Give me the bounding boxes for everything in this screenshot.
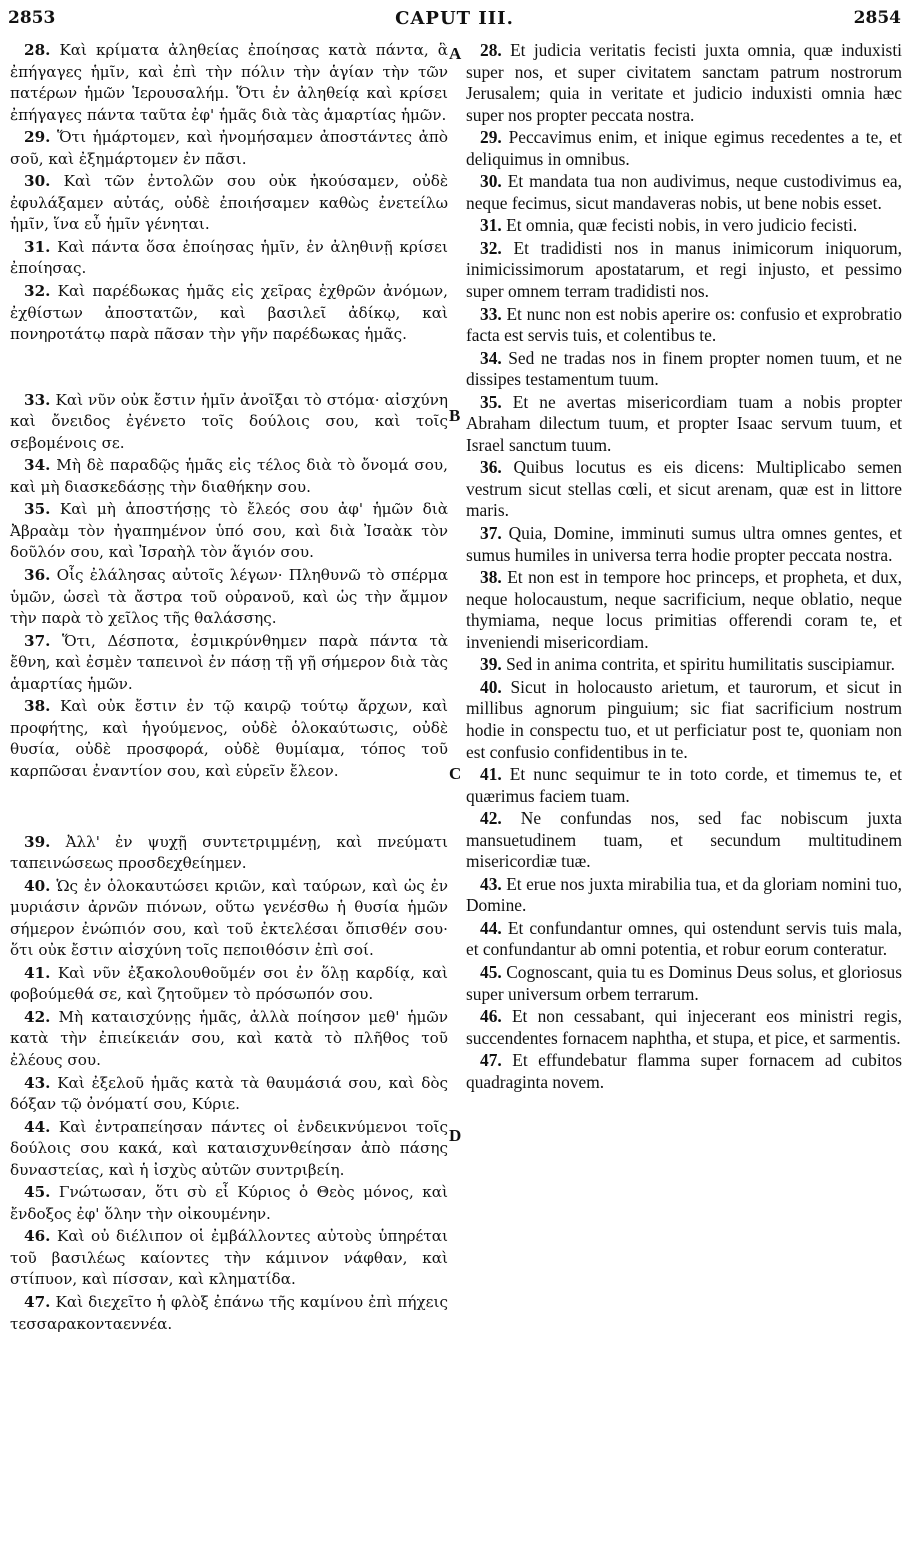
latin-verse-29 bbox=[466, 127, 902, 170]
verse-text: Καὶ τῶν ἐντολῶν σου οὐκ ἠκούσαμεν, οὐδὲ ἐφυλάξαμεν αὐτάς, οὐδὲ ἐποιήσαμεν καθὼς ἐνετείλω ἡμῖν, ἵνα εὖ ἡμῖν γένηται. bbox=[10, 172, 449, 234]
greek-verse-47 bbox=[10, 1292, 448, 1335]
greek-column bbox=[10, 40, 448, 1336]
verse-number: 41. bbox=[24, 963, 51, 982]
verse-text: Peccavimus enim, et inique egimus recedentes a te, et deliquimus in omnibus. bbox=[466, 127, 902, 169]
verse-number: 32. bbox=[480, 237, 502, 258]
verse-number: 40. bbox=[480, 676, 502, 697]
verse-text: Καὶ κρίματα ἀληθείας ἐποίησας κατὰ πάντα, ἃ ἐπήγαγες ἡμῖν, καὶ ἐπὶ τὴν πόλιν τὴν ἁγίαν τὴν τῶν πατέρων ἡμῶν Ἱερουσαλήμ. Ὅτι ἐν ἀληθείᾳ καὶ κρίσει ἐπήγαγες πάντα ταῦτα ἐφ' ἡμᾶς διὰ τὰς ἁμαρτίας ἡμῶν. bbox=[10, 41, 448, 124]
latin-verse-43 bbox=[466, 874, 902, 917]
verse-number: 45. bbox=[24, 1183, 51, 1202]
greek-verse-40 bbox=[10, 876, 448, 962]
verse-number: 41. bbox=[480, 764, 502, 785]
verse-text: Cognoscant, quia tu es Dominus Deus solus, et gloriosus super universum orbem terrarum. bbox=[466, 961, 902, 1004]
verse-number: 31. bbox=[480, 215, 502, 236]
greek-verse-33 bbox=[10, 390, 448, 455]
margin-marker-b: B bbox=[449, 406, 461, 425]
verse-text: Καὶ νῦν ἐξακολουθοῦμέν σοι ἐν ὅλῃ καρδίᾳ, καὶ φοβούμεθά σε, καὶ ζητοῦμεν τὸ πρόσωπόν σου. bbox=[10, 963, 448, 1004]
greek-verse-37 bbox=[10, 631, 448, 696]
verse-text: Καὶ μὴ ἀποστήσῃς τὸ ἔλεός σου ἀφ' ἡμῶν διὰ Ἀβραὰμ τὸν ἠγαπημένον ὑπό σου, καὶ διὰ Ἰσαὰκ τὸν δοῦλόν σου, καὶ Ἰσραὴλ τὸν ἅγιόν σου. bbox=[10, 500, 448, 562]
verse-number: 33. bbox=[480, 303, 502, 324]
verse-text: Sicut in holocausto arietum, et taurorum, et sicut in millibus agnorum pinguium; sic fiat sacrificium nostrum hodie in conspectu tuo, et ut perficiatur post te, quoniam non est confusio confidentibus in te. bbox=[466, 676, 902, 762]
verse-text: Et confundantur omnes, qui ostendunt servis tuis mala, et confundantur ab omni potentia, et robur eorum conteratur. bbox=[466, 917, 902, 960]
verse-text: Et nunc non est nobis aperire os: confusio et exprobratio facta est servis tuis, et colentibus te. bbox=[466, 303, 903, 346]
verse-number: 29. bbox=[480, 127, 502, 148]
latin-verse-35 bbox=[466, 392, 902, 457]
latin-verse-28 bbox=[466, 40, 902, 126]
verse-text: Καὶ νῦν οὐκ ἔστιν ἡμῖν ἀνοῖξαι τὸ στόμα· αἰσχύνη καὶ ὄνειδος ἐγένετο τοῖς δούλοις σου, καὶ τοῖς σεβομένοις σε. bbox=[10, 390, 448, 452]
verse-text: Et erue nos juxta mirabilia tua, et da gloriam nomini tuo, Domine. bbox=[466, 873, 902, 916]
verse-number: 30. bbox=[480, 171, 502, 192]
verse-number: 35. bbox=[480, 391, 502, 412]
verse-text: Et nunc sequimur te in toto corde, et timemus te, et quærimus faciem tuam. bbox=[466, 764, 902, 806]
verse-number: 46. bbox=[24, 1227, 51, 1246]
verse-text: Sed in anima contrita, et spiritu humilitatis suscipiamur. bbox=[506, 654, 895, 675]
verse-number: 28. bbox=[480, 40, 502, 60]
verse-text: Quibus locutus es eis dicens: Multiplicabo semen vestrum sicut stellas cœli, et sicut arenam, quæ est in littore maris. bbox=[466, 457, 902, 521]
verse-text: Καὶ οὐ διέλιπον οἱ ἐμβάλλοντες αὐτοὺς ὑπηρέται τοῦ βασιλέως καίοντες τὴν κάμινον νάφθαν, καὶ στίπυον, καὶ πίσσαν, καὶ κληματίδα. bbox=[10, 1227, 449, 1289]
verse-number: 39. bbox=[480, 654, 502, 675]
verse-number: 32. bbox=[24, 282, 51, 301]
verse-number: 37. bbox=[24, 631, 51, 650]
verse-number: 44. bbox=[480, 917, 502, 938]
verse-text: Et judicia veritatis fecisti juxta omnia, quæ induxisti super nos, et super civitatem sanctam patrum nostrorum Jerusalem; quia in veritate et judicio induxisti omnia hæc super nos propter peccata nostra. bbox=[466, 40, 902, 125]
greek-verse-36 bbox=[10, 565, 448, 630]
verse-number: 33. bbox=[24, 390, 51, 409]
verse-text: Et ne avertas misericordiam tuam a nobis propter Abraham dilectum tuum, et propter Isaac servum tuum, et Israel sanctum tuum. bbox=[466, 391, 902, 455]
latin-verse-45 bbox=[466, 962, 902, 1005]
greek-verse-43 bbox=[10, 1073, 448, 1116]
verse-number: 43. bbox=[24, 1073, 51, 1092]
verse-text: Καὶ ἐξελοῦ ἡμᾶς κατὰ τὰ θαυμάσιά σου, καὶ δὸς δόξαν τῷ ὀνόματί σου, Κύριε. bbox=[10, 1073, 449, 1114]
greek-verse-44 bbox=[10, 1117, 448, 1182]
latin-verse-40 bbox=[466, 677, 902, 763]
greek-verse-29 bbox=[10, 127, 448, 170]
latin-verse-39 bbox=[466, 654, 902, 676]
latin-verse-31 bbox=[466, 215, 902, 237]
verse-number: 38. bbox=[24, 697, 51, 716]
verse-number: 47. bbox=[24, 1292, 51, 1311]
verse-text: Ἀλλ' ἐν ψυχῇ συντετριμμένῃ, καὶ πνεύματι ταπεινώσεως προσδεχθείημεν. bbox=[10, 832, 448, 873]
latin-verse-41 bbox=[466, 764, 902, 807]
margin-marker-d: D bbox=[449, 1126, 462, 1145]
page-number-right: 2854 bbox=[853, 8, 901, 28]
verse-text: Καὶ πάντα ὅσα ἐποίησας ἡμῖν, ἐν ἀληθινῇ κρίσει ἐποίησας. bbox=[10, 237, 448, 278]
latin-verse-42 bbox=[466, 808, 902, 873]
verse-text: Et non est in tempore hoc princeps, et propheta, et dux, neque holocaustum, neque sacrificium, neque oblatio, neque thymiama, neque locus primitias offerendi coram te, et inveniendi misericordiam. bbox=[466, 567, 902, 652]
verse-text: Ne confundas nos, sed fac nobiscum juxta mansuetudinem tuam, et secundum multitudinem misericordiæ tuæ. bbox=[466, 808, 902, 872]
greek-verse-34 bbox=[10, 455, 448, 498]
verse-text: Et omnia, quæ fecisti nobis, in vero judicio fecisti. bbox=[506, 215, 858, 236]
greek-verse-46 bbox=[10, 1226, 448, 1291]
latin-verse-38 bbox=[466, 567, 902, 653]
verse-text: Γνώτωσαν, ὅτι σὺ εἶ Κύριος ὁ Θεὸς μόνος, καὶ ἔνδοξος ἐφ' ὅλην τὴν οἰκουμένην. bbox=[10, 1183, 448, 1223]
latin-verse-30 bbox=[466, 171, 902, 214]
greek-verse-35 bbox=[10, 499, 448, 564]
verse-text: Et mandata tua non audivimus, neque custodivimus ea, neque fecimus, sicut mandaveras nobis, ut bene nobis esset. bbox=[466, 171, 902, 213]
verse-number: 28. bbox=[24, 41, 51, 59]
verse-text: Et non cessabant, qui injecerant eos ministri regis, succendentes fornacem naphtha, et stupa, et pice, et sarmentis. bbox=[466, 1006, 902, 1048]
greek-verse-31 bbox=[10, 237, 448, 280]
latin-verse-32 bbox=[466, 238, 902, 303]
verse-text: Μὴ καταισχύνῃς ἡμᾶς, ἀλλὰ ποίησον μεθ' ἡμῶν κατὰ τὴν ἐπιείκειάν σου, καὶ κατὰ τὸ πλῆθος τοῦ ἐλέους σου. bbox=[10, 1007, 449, 1069]
greek-verse-30 bbox=[10, 171, 448, 236]
page-header bbox=[0, 8, 909, 34]
verse-number: 44. bbox=[24, 1117, 51, 1136]
verse-text: Sed ne tradas nos in finem propter nomen tuum, et ne dissipes testamentum tuum. bbox=[466, 347, 902, 390]
greek-verse-28 bbox=[10, 40, 448, 126]
page-number-left: 2853 bbox=[8, 8, 56, 28]
latin-verse-34 bbox=[466, 348, 902, 391]
verse-number: 36. bbox=[480, 457, 502, 478]
column-spacer bbox=[10, 784, 448, 832]
latin-verse-44 bbox=[466, 918, 902, 961]
greek-verse-42 bbox=[10, 1007, 448, 1072]
greek-verse-38 bbox=[10, 696, 448, 782]
verse-number: 42. bbox=[480, 808, 502, 829]
verse-text: Ὅτι ἡμάρτομεν, καὶ ἠνομήσαμεν ἀποστάντες ἀπὸ σοῦ, καὶ ἐξημάρτομεν ἐν πᾶσι. bbox=[10, 128, 449, 168]
verse-text: Et effundebatur flamma super fornacem ad cubitos quadraginta novem. bbox=[466, 1050, 902, 1092]
verse-number: 45. bbox=[480, 961, 502, 982]
greek-verse-32 bbox=[10, 281, 448, 346]
verse-text: Οἷς ἐλάλησας αὐτοῖς λέγων· Πληθυνῶ τὸ σπέρμα ὑμῶν, ὡσεὶ τὰ ἄστρα τοῦ οὐρανοῦ, καὶ ὡς τὴν ἄμμον τὴν παρὰ τὸ χεῖλος τῆς θαλάσσης. bbox=[10, 566, 449, 628]
verse-number: 42. bbox=[24, 1007, 51, 1026]
verse-text: Et tradidisti nos in manus inimicorum iniquorum, inimicissimorum apostatarum, et regi injusto, et pessimo super omnem terram tradidisti nos. bbox=[466, 237, 902, 302]
verse-number: 39. bbox=[24, 832, 51, 851]
greek-verse-45 bbox=[10, 1182, 448, 1225]
verse-number: 34. bbox=[24, 456, 51, 475]
verse-number: 35. bbox=[24, 500, 51, 519]
latin-verse-47 bbox=[466, 1050, 902, 1093]
margin-marker-a: A bbox=[449, 44, 462, 63]
latin-verse-46 bbox=[466, 1006, 902, 1049]
verse-number: 36. bbox=[24, 566, 51, 585]
latin-verse-37 bbox=[466, 523, 902, 566]
greek-verse-41 bbox=[10, 963, 448, 1006]
verse-text: Καὶ παρέδωκας ἡμᾶς εἰς χεῖρας ἐχθρῶν ἀνόμων, ἐχθίστων ἀποστατῶν, καὶ βασιλεῖ ἀδίκῳ, καὶ πονηροτάτῳ παρὰ πᾶσαν τὴν γῆν παρέδωκας ἡμᾶς. bbox=[10, 282, 448, 344]
verse-text: Καὶ διεχεῖτο ἡ φλὸξ ἐπάνω τῆς καμίνου ἐπὶ πήχεις τεσσαρακονταεννέα. bbox=[10, 1292, 448, 1333]
verse-number: 46. bbox=[480, 1006, 502, 1027]
verse-number: 38. bbox=[480, 567, 502, 588]
verse-text: Καὶ οὐκ ἔστιν ἐν τῷ καιρῷ τούτῳ ἄρχων, καὶ προφήτης, καὶ ἡγούμενος, οὐδὲ ὁλοκαύτωσις, οὐδὲ θυσία, οὐδὲ προσφορά, οὐδὲ θυμίαμα, τόπος τοῦ καρπῶσαι ἐναντίον σου, καὶ εὑρεῖν ἔλεον. bbox=[10, 697, 448, 780]
verse-text: Quia, Domine, imminuti sumus ultra omnes gentes, et sumus humiles in universa terra hodie propter peccata nostra. bbox=[466, 523, 902, 565]
latin-verse-36 bbox=[466, 457, 902, 522]
margin-marker-c: C bbox=[449, 764, 462, 783]
greek-verse-39 bbox=[10, 832, 448, 875]
column-spacer bbox=[10, 347, 448, 390]
verse-text: Ὡς ἐν ὁλοκαυτώσει κριῶν, καὶ ταύρων, καὶ ὡς ἐν μυριάσιν ἀρνῶν πιόνων, οὕτω γενέσθω ἡ θυσία ἡμῶν σήμερον ἐνώπιόν σου, καὶ τοῦ ἐκτελέσαι ὄπισθέν σου· ὅτι οὐκ ἔστιν αἰσχύνη τοῖς πεποιθόσιν ἐπὶ σοί. bbox=[10, 876, 449, 960]
verse-text: Ὅτι, Δέσποτα, ἐσμικρύνθημεν παρὰ πάντα τὰ ἔθνη, καὶ ἐσμὲν ταπεινοὶ ἐν πάσῃ τῇ γῇ σήμερον διὰ τὰς ἁμαρτίας ἡμῶν. bbox=[10, 631, 448, 693]
chapter-title: CAPUT III. bbox=[395, 8, 514, 29]
latin-column bbox=[466, 40, 902, 1094]
verse-number: 37. bbox=[480, 523, 502, 544]
verse-number: 40. bbox=[24, 876, 51, 895]
verse-number: 34. bbox=[480, 347, 502, 368]
verse-number: 30. bbox=[24, 172, 51, 191]
verse-number: 43. bbox=[480, 873, 502, 894]
verse-text: Καὶ ἐντραπείησαν πάντες οἱ ἐνδεικνύμενοι τοῖς δούλοις σου κακά, καὶ καταισχυνθείησαν ἀπὸ πάσης δυναστείας, καὶ ἡ ἰσχὺς αὐτῶν συντριβείη. bbox=[10, 1117, 449, 1179]
latin-verse-33 bbox=[466, 304, 902, 347]
verse-number: 47. bbox=[480, 1050, 502, 1071]
verse-number: 31. bbox=[24, 237, 51, 256]
verse-number: 29. bbox=[24, 128, 51, 147]
verse-text: Μὴ δὲ παραδῷς ἡμᾶς εἰς τέλος διὰ τὸ ὄνομά σου, καὶ μὴ διασκεδάσῃς τὴν διαθήκην σου. bbox=[10, 456, 448, 496]
